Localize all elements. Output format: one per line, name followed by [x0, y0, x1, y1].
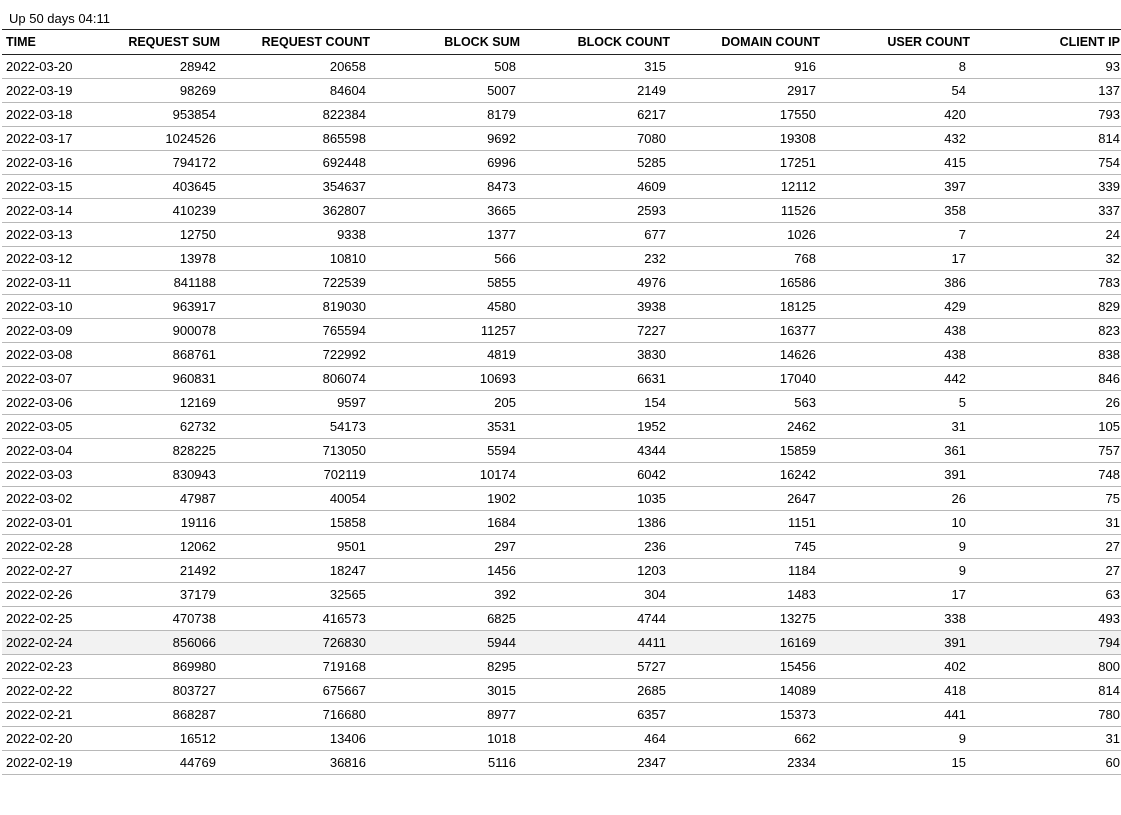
cell-block-sum: 5116	[488, 755, 516, 770]
cell-request-count: 36816	[329, 755, 366, 770]
cell-time: 2022-02-25	[6, 611, 73, 626]
cell-block-count: 6042	[637, 467, 666, 482]
cell-request-count: 716680	[322, 707, 366, 722]
cell-request-sum: 900078	[172, 323, 216, 338]
cell-user-count: 9	[958, 731, 966, 746]
cell-request-sum: 963917	[172, 299, 216, 314]
cell-client-ip: 748	[1098, 467, 1120, 482]
cell-user-count: 420	[944, 107, 966, 122]
cell-user-count: 15	[951, 755, 966, 770]
cell-user-count: 438	[944, 347, 966, 362]
cell-request-sum: 12062	[179, 539, 216, 554]
cell-block-count: 1952	[637, 419, 666, 434]
column-header-block-count[interactable]: BLOCK COUNT	[520, 30, 670, 55]
table-row[interactable]	[2, 583, 1121, 607]
column-header-time[interactable]: TIME	[2, 30, 106, 55]
cell-client-ip: 27	[1105, 539, 1120, 554]
cell-request-count: 9597	[337, 395, 366, 410]
cell-user-count: 432	[944, 131, 966, 146]
cell-client-ip: 846	[1098, 371, 1120, 386]
cell-request-count: 84604	[329, 83, 366, 98]
cell-domain-count: 1483	[787, 587, 816, 602]
cell-time: 2022-03-15	[6, 179, 73, 194]
cell-request-sum: 868761	[172, 347, 216, 362]
stats-table-container	[2, 29, 1121, 775]
cell-block-count: 6357	[637, 707, 666, 722]
cell-request-sum: 470738	[172, 611, 216, 626]
cell-time: 2022-03-06	[6, 395, 73, 410]
cell-domain-count: 13275	[779, 611, 816, 626]
cell-request-sum: 856066	[172, 635, 216, 650]
cell-user-count: 17	[951, 251, 966, 266]
cell-block-sum: 10693	[479, 371, 516, 386]
table-row[interactable]	[2, 607, 1121, 631]
cell-request-count: 722539	[322, 275, 366, 290]
cell-block-sum: 1377	[487, 227, 516, 242]
cell-request-sum: 953854	[172, 107, 216, 122]
cell-client-ip: 783	[1098, 275, 1120, 290]
cell-time: 2022-03-11	[6, 275, 72, 290]
cell-time: 2022-02-27	[6, 563, 73, 578]
cell-domain-count: 17550	[779, 107, 816, 122]
cell-domain-count: 17251	[779, 155, 816, 170]
cell-domain-count: 2647	[787, 491, 816, 506]
cell-request-sum: 44769	[179, 755, 216, 770]
cell-domain-count: 768	[794, 251, 816, 266]
table-row[interactable]	[2, 487, 1121, 511]
cell-user-count: 5	[958, 395, 966, 410]
cell-block-sum: 9692	[487, 131, 516, 146]
table-header	[2, 30, 1121, 55]
cell-client-ip: 780	[1098, 707, 1120, 722]
cell-user-count: 8	[958, 59, 966, 74]
table-row[interactable]	[2, 703, 1121, 727]
cell-block-sum: 1902	[487, 491, 516, 506]
header-row	[2, 30, 1121, 55]
column-header-user-count[interactable]: USER COUNT	[820, 30, 970, 55]
cell-block-count: 4744	[637, 611, 666, 626]
cell-time: 2022-02-19	[6, 755, 73, 770]
table-row[interactable]	[2, 247, 1121, 271]
cell-domain-count: 1184	[788, 563, 816, 578]
cell-client-ip: 339	[1098, 179, 1120, 194]
cell-user-count: 358	[944, 203, 966, 218]
column-header-block-sum[interactable]: BLOCK SUM	[370, 30, 520, 55]
cell-request-sum: 794172	[172, 155, 216, 170]
cell-client-ip: 800	[1098, 659, 1120, 674]
cell-request-count: 15858	[329, 515, 366, 530]
cell-time: 2022-03-17	[6, 131, 73, 146]
table-row[interactable]	[2, 199, 1121, 223]
cell-domain-count: 16377	[779, 323, 816, 338]
cell-time: 2022-03-13	[6, 227, 73, 242]
cell-block-count: 1203	[637, 563, 666, 578]
cell-request-sum: 960831	[172, 371, 216, 386]
cell-domain-count: 16242	[779, 467, 816, 482]
table-row[interactable]	[2, 535, 1121, 559]
cell-block-count: 7080	[637, 131, 666, 146]
column-header-request-sum[interactable]: REQUEST SUM	[106, 30, 220, 55]
cell-domain-count: 1151	[788, 515, 816, 530]
cell-domain-count: 2334	[787, 755, 816, 770]
cell-time: 2022-02-22	[6, 683, 73, 698]
cell-request-sum: 21492	[179, 563, 216, 578]
cell-time: 2022-03-07	[6, 371, 73, 386]
cell-time: 2022-03-08	[6, 347, 73, 362]
cell-time: 2022-02-26	[6, 587, 73, 602]
cell-block-count: 464	[644, 731, 666, 746]
cell-request-sum: 828225	[172, 443, 216, 458]
cell-client-ip: 27	[1105, 563, 1120, 578]
cell-domain-count: 14626	[779, 347, 816, 362]
cell-time: 2022-03-01	[6, 515, 73, 530]
cell-block-count: 4411	[638, 635, 666, 650]
cell-user-count: 9	[958, 563, 966, 578]
cell-block-count: 4976	[637, 275, 666, 290]
cell-block-count: 236	[644, 539, 666, 554]
cell-user-count: 338	[944, 611, 966, 626]
cell-domain-count: 18125	[779, 299, 816, 314]
table-row[interactable]	[2, 295, 1121, 319]
table-row[interactable]	[2, 367, 1121, 391]
cell-client-ip: 757	[1098, 443, 1120, 458]
cell-block-sum: 1456	[487, 563, 516, 578]
cell-block-count: 1035	[637, 491, 666, 506]
cell-block-sum: 5007	[487, 83, 516, 98]
cell-client-ip: 26	[1105, 395, 1120, 410]
cell-request-sum: 37179	[179, 587, 216, 602]
cell-client-ip: 24	[1105, 227, 1120, 242]
cell-time: 2022-03-04	[6, 443, 73, 458]
table-row[interactable]	[2, 319, 1121, 343]
cell-time: 2022-03-05	[6, 419, 73, 434]
table-row[interactable]	[2, 463, 1121, 487]
cell-domain-count: 17040	[779, 371, 816, 386]
cell-time: 2022-03-02	[6, 491, 73, 506]
cell-block-count: 2685	[637, 683, 666, 698]
table-row[interactable]	[2, 727, 1121, 751]
cell-block-sum: 508	[494, 59, 516, 74]
cell-block-sum: 1684	[487, 515, 516, 530]
cell-user-count: 415	[944, 155, 966, 170]
cell-request-count: 702119	[323, 467, 366, 482]
cell-request-count: 13406	[329, 731, 366, 746]
cell-user-count: 442	[944, 371, 966, 386]
cell-block-count: 2149	[637, 83, 666, 98]
cell-block-count: 5727	[637, 659, 666, 674]
stats-table	[2, 29, 1121, 775]
cell-client-ip: 493	[1098, 611, 1120, 626]
cell-block-sum: 10174	[479, 467, 516, 482]
cell-user-count: 438	[944, 323, 966, 338]
cell-block-count: 2593	[637, 203, 666, 218]
cell-block-sum: 3015	[487, 683, 516, 698]
cell-request-sum: 410239	[172, 203, 216, 218]
cell-request-count: 822384	[322, 107, 366, 122]
cell-domain-count: 2462	[787, 419, 816, 434]
cell-client-ip: 337	[1098, 203, 1120, 218]
cell-block-count: 7227	[637, 323, 666, 338]
cell-user-count: 26	[951, 491, 966, 506]
cell-user-count: 9	[958, 539, 966, 554]
cell-client-ip: 32	[1105, 251, 1120, 266]
cell-domain-count: 15373	[779, 707, 816, 722]
cell-block-sum: 392	[494, 587, 516, 602]
cell-block-sum: 297	[494, 539, 516, 554]
cell-time: 2022-03-14	[6, 203, 73, 218]
cell-block-sum: 4819	[487, 347, 516, 362]
table-row[interactable]	[2, 679, 1121, 703]
table-row[interactable]	[2, 343, 1121, 367]
cell-request-sum: 803727	[172, 683, 216, 698]
cell-request-count: 692448	[322, 155, 366, 170]
cell-user-count: 391	[944, 635, 966, 650]
table-row[interactable]	[2, 751, 1121, 775]
cell-request-count: 806074	[322, 371, 366, 386]
cell-block-count: 154	[644, 395, 666, 410]
cell-request-count: 9501	[337, 539, 366, 554]
cell-domain-count: 16169	[779, 635, 816, 650]
cell-client-ip: 63	[1105, 587, 1120, 602]
cell-domain-count: 2917	[787, 83, 816, 98]
cell-block-count: 232	[644, 251, 666, 266]
cell-time: 2022-03-19	[6, 83, 73, 98]
cell-request-sum: 47987	[179, 491, 216, 506]
table-row[interactable]	[2, 559, 1121, 583]
cell-user-count: 386	[944, 275, 966, 290]
cell-user-count: 429	[944, 299, 966, 314]
cell-block-count: 5285	[637, 155, 666, 170]
cell-domain-count: 1026	[787, 227, 816, 242]
cell-user-count: 402	[944, 659, 966, 674]
table-row[interactable]	[2, 127, 1121, 151]
cell-time: 2022-02-24	[6, 635, 73, 650]
cell-time: 2022-03-20	[6, 59, 73, 74]
cell-request-count: 20658	[329, 59, 366, 74]
table-row[interactable]	[2, 151, 1121, 175]
cell-client-ip: 75	[1105, 491, 1120, 506]
cell-request-sum: 28942	[179, 59, 216, 74]
cell-client-ip: 31	[1105, 731, 1120, 746]
table-row[interactable]	[2, 175, 1121, 199]
cell-request-count: 675667	[322, 683, 366, 698]
cell-block-count: 304	[644, 587, 666, 602]
table-row[interactable]	[2, 415, 1121, 439]
cell-client-ip: 823	[1098, 323, 1120, 338]
cell-request-count: 722992	[322, 347, 366, 362]
table-body	[2, 55, 1121, 775]
cell-time: 2022-02-20	[6, 731, 73, 746]
cell-time: 2022-02-21	[6, 707, 73, 722]
cell-client-ip: 754	[1098, 155, 1120, 170]
cell-user-count: 441	[944, 707, 966, 722]
cell-block-sum: 3665	[487, 203, 516, 218]
cell-block-count: 6217	[637, 107, 666, 122]
cell-block-sum: 6825	[487, 611, 516, 626]
cell-domain-count: 563	[794, 395, 816, 410]
cell-block-count: 3830	[637, 347, 666, 362]
table-row[interactable]	[2, 391, 1121, 415]
cell-block-sum: 8977	[487, 707, 516, 722]
cell-time: 2022-03-16	[6, 155, 73, 170]
cell-request-sum: 1024526	[165, 131, 216, 146]
cell-client-ip: 793	[1098, 107, 1120, 122]
cell-block-sum: 8473	[487, 179, 516, 194]
cell-request-count: 362807	[322, 203, 366, 218]
cell-block-count: 315	[644, 59, 666, 74]
table-row[interactable]	[2, 631, 1121, 655]
cell-block-sum: 6996	[487, 155, 516, 170]
cell-request-sum: 12750	[179, 227, 216, 242]
cell-request-count: 726830	[322, 635, 366, 650]
cell-client-ip: 60	[1105, 755, 1120, 770]
cell-block-sum: 205	[494, 395, 516, 410]
cell-user-count: 54	[951, 83, 966, 98]
cell-client-ip: 93	[1105, 59, 1120, 74]
cell-client-ip: 137	[1098, 83, 1120, 98]
cell-time: 2022-03-03	[6, 467, 73, 482]
table-row[interactable]	[2, 223, 1121, 247]
cell-request-count: 819030	[322, 299, 366, 314]
cell-request-sum: 62732	[179, 419, 216, 434]
cell-request-sum: 98269	[179, 83, 216, 98]
cell-block-sum: 5594	[487, 443, 516, 458]
cell-request-count: 713050	[322, 443, 366, 458]
cell-domain-count: 15456	[779, 659, 816, 674]
cell-client-ip: 829	[1098, 299, 1120, 314]
cell-block-count: 2347	[637, 755, 666, 770]
uptime-status: Up 50 days 04:11	[9, 11, 110, 26]
cell-request-sum: 12169	[179, 395, 216, 410]
cell-user-count: 397	[944, 179, 966, 194]
cell-block-sum: 8179	[487, 107, 516, 122]
table-row[interactable]	[2, 79, 1121, 103]
cell-block-sum: 566	[494, 251, 516, 266]
cell-user-count: 10	[951, 515, 966, 530]
cell-block-count: 1386	[637, 515, 666, 530]
cell-user-count: 17	[951, 587, 966, 602]
cell-request-sum: 19116	[180, 515, 216, 530]
cell-request-count: 719168	[322, 659, 366, 674]
cell-time: 2022-03-09	[6, 323, 73, 338]
cell-domain-count: 19308	[779, 131, 816, 146]
cell-domain-count: 15859	[779, 443, 816, 458]
cell-block-sum: 5944	[487, 635, 516, 650]
cell-domain-count: 662	[794, 731, 816, 746]
cell-block-sum: 4580	[487, 299, 516, 314]
cell-request-count: 54173	[329, 419, 366, 434]
column-header-request-count[interactable]: REQUEST COUNT	[220, 30, 370, 55]
cell-request-sum: 13978	[179, 251, 216, 266]
table-row[interactable]	[2, 511, 1121, 535]
cell-block-sum: 11257	[480, 323, 516, 338]
cell-request-sum: 403645	[172, 179, 216, 194]
cell-block-count: 6631	[637, 371, 666, 386]
cell-time: 2022-02-28	[6, 539, 73, 554]
cell-domain-count: 12112	[780, 179, 816, 194]
cell-time: 2022-03-12	[6, 251, 73, 266]
cell-domain-count: 916	[794, 59, 816, 74]
table-row[interactable]	[2, 103, 1121, 127]
cell-time: 2022-03-18	[6, 107, 73, 122]
cell-client-ip: 105	[1098, 419, 1120, 434]
cell-client-ip: 31	[1105, 515, 1120, 530]
column-header-client-ip[interactable]: CLIENT IP	[970, 30, 1121, 55]
cell-domain-count: 16586	[779, 275, 816, 290]
cell-request-sum: 841188	[173, 275, 216, 290]
cell-domain-count: 14089	[779, 683, 816, 698]
cell-request-count: 40054	[329, 491, 366, 506]
cell-request-count: 865598	[322, 131, 366, 146]
cell-client-ip: 814	[1098, 683, 1120, 698]
cell-request-count: 18247	[329, 563, 366, 578]
table-row[interactable]	[2, 655, 1121, 679]
cell-block-count: 3938	[637, 299, 666, 314]
cell-request-count: 10810	[329, 251, 366, 266]
cell-user-count: 31	[951, 419, 966, 434]
cell-request-count: 416573	[322, 611, 366, 626]
cell-time: 2022-03-10	[6, 299, 73, 314]
cell-client-ip: 814	[1098, 131, 1120, 146]
cell-block-count: 677	[644, 227, 666, 242]
column-header-domain-count[interactable]: DOMAIN COUNT	[670, 30, 820, 55]
table-row[interactable]	[2, 55, 1121, 79]
cell-user-count: 418	[944, 683, 966, 698]
cell-client-ip: 794	[1098, 635, 1120, 650]
cell-block-sum: 8295	[487, 659, 516, 674]
cell-request-count: 354637	[322, 179, 366, 194]
cell-block-sum: 3531	[487, 419, 516, 434]
cell-domain-count: 11526	[780, 203, 816, 218]
cell-request-sum: 830943	[172, 467, 216, 482]
cell-user-count: 361	[944, 443, 966, 458]
table-row[interactable]	[2, 439, 1121, 463]
cell-request-count: 9338	[337, 227, 366, 242]
cell-request-sum: 868287	[172, 707, 216, 722]
table-row[interactable]	[2, 271, 1121, 295]
cell-block-count: 4344	[637, 443, 666, 458]
cell-domain-count: 745	[794, 539, 816, 554]
cell-block-count: 4609	[637, 179, 666, 194]
cell-request-count: 765594	[322, 323, 366, 338]
cell-block-sum: 1018	[487, 731, 516, 746]
cell-request-sum: 16512	[179, 731, 216, 746]
cell-block-sum: 5855	[487, 275, 516, 290]
cell-user-count: 391	[944, 467, 966, 482]
cell-request-sum: 869980	[172, 659, 216, 674]
cell-user-count: 7	[958, 227, 966, 242]
cell-client-ip: 838	[1098, 347, 1120, 362]
cell-request-count: 32565	[329, 587, 366, 602]
cell-time: 2022-02-23	[6, 659, 73, 674]
